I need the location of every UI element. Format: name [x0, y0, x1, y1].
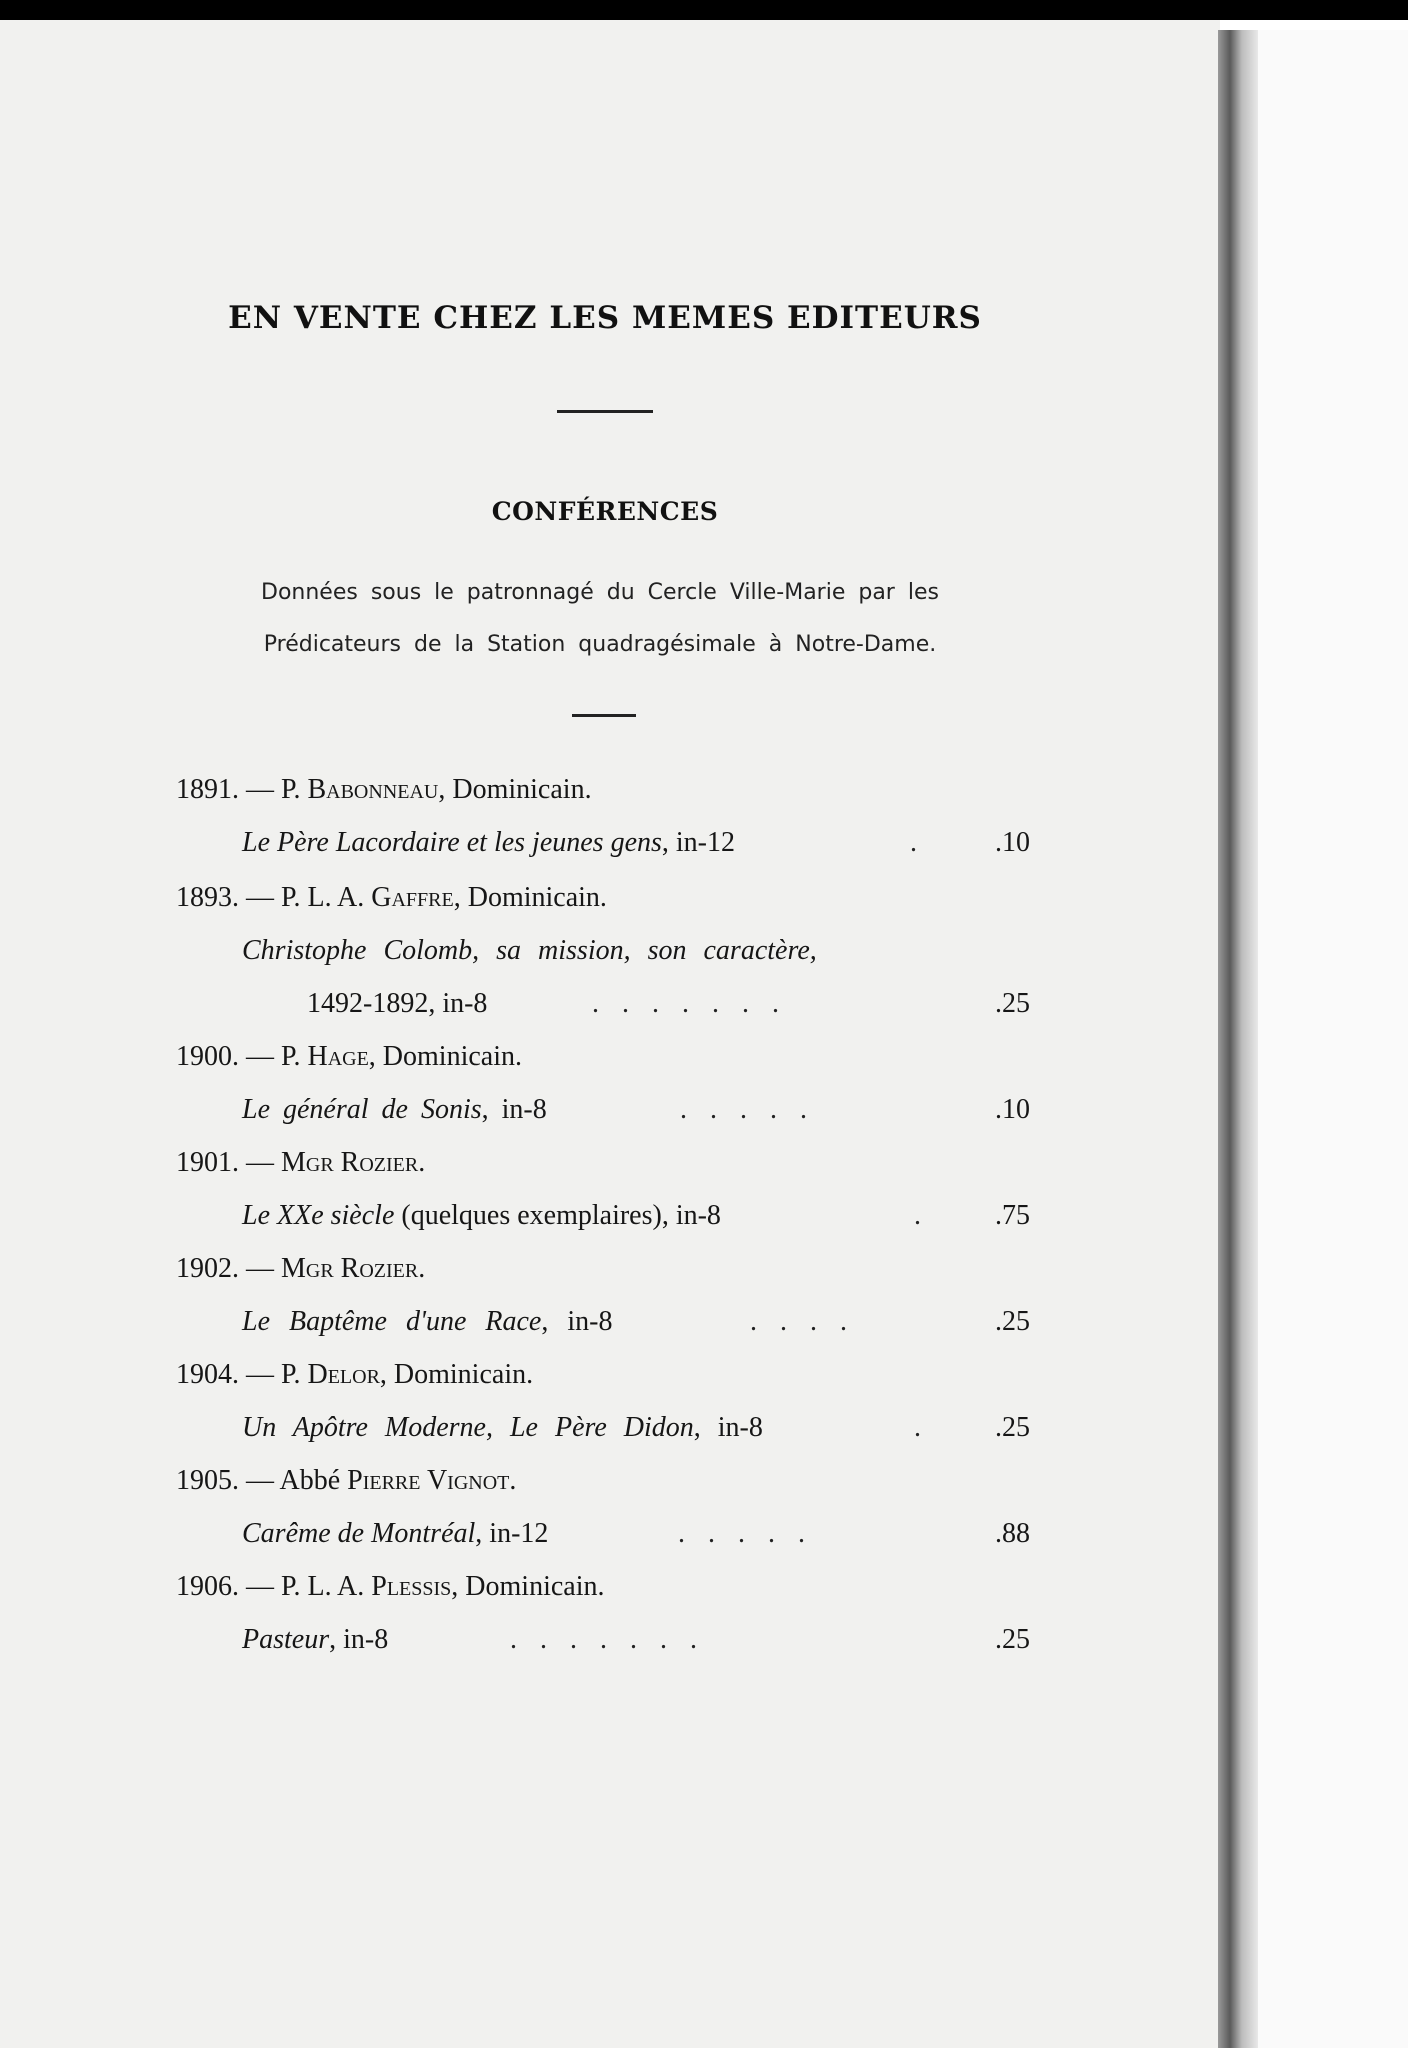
entry-order: , Dominicain. [453, 882, 607, 913]
entry-format: , in-8 [428, 988, 488, 1019]
page-heading: EN VENTE CHEZ LES MEMES EDITEURS [228, 300, 982, 336]
entry-year: 1891. [176, 774, 239, 805]
entry-title: Le général de Sonis [242, 1094, 482, 1125]
entry-year: 1901. [176, 1147, 239, 1178]
entry-dash: — [246, 882, 274, 913]
entry-format: , in-8 [541, 1306, 613, 1337]
entry-dash: — [246, 1253, 274, 1284]
entry-year: 1905. [176, 1465, 239, 1496]
entry-title-line [242, 1412, 763, 1444]
entry-title-line [242, 1306, 612, 1338]
entry-title: Christophe Colomb, sa mission, son caractère, [242, 935, 817, 966]
entry-price: .10 [995, 1094, 1030, 1125]
entry-title-cont: 1492-1892 [307, 988, 429, 1019]
entry-price: .25 [995, 988, 1030, 1019]
entry-price: .25 [995, 1412, 1030, 1443]
entry-dash: — [246, 1147, 274, 1178]
entry-header [176, 1041, 522, 1073]
entry-format: , in-12 [475, 1518, 549, 1549]
leader-dots: . [910, 827, 940, 858]
entry-header [176, 1359, 533, 1391]
entry-title-line [242, 1200, 721, 1232]
entry-author: P. L. A. Plessis [281, 1571, 452, 1602]
entry-order: , Dominicain. [379, 1359, 534, 1390]
entry-title-line [242, 827, 735, 859]
entry-title: Le XXe siècle [242, 1200, 395, 1231]
entry-header [176, 1253, 425, 1285]
entry-dash: — [246, 1465, 274, 1496]
entry-dash: — [246, 774, 274, 805]
entry-price: .25 [995, 1306, 1030, 1337]
description-line-1: Données sous le patronnagé du Cercle Ville-Marie par les [261, 580, 939, 605]
entry-price: .10 [995, 827, 1030, 858]
entry-format: , in-8 [693, 1412, 763, 1443]
entry-title: Le Père Lacordaire et les jeunes gens [242, 827, 662, 858]
entry-author: Pierre Vignot. [347, 1465, 517, 1496]
leader-dots: . [914, 1200, 944, 1231]
entry-price: .88 [995, 1518, 1030, 1549]
entry-year: 1902. [176, 1253, 239, 1284]
entry-header [176, 1571, 605, 1603]
entry-dash: — [246, 1571, 274, 1602]
entry-title: Carême de Montréal [242, 1518, 476, 1549]
entry-dash: — [246, 1359, 274, 1390]
entry-year: 1906. [176, 1571, 239, 1602]
leader-dots: .... [750, 1306, 870, 1337]
entry-format: , in-12 [661, 827, 736, 858]
entry-year: 1900. [176, 1041, 239, 1072]
entry-title-continuation [307, 988, 487, 1020]
entry-year: 1893. [176, 882, 239, 913]
entry-order: , Dominicain. [451, 1571, 605, 1602]
entry-format: , in-8 [481, 1094, 547, 1125]
heading-rule [557, 410, 653, 413]
page-edge [1218, 30, 1258, 2048]
entry-author: Mgr Rozier. [281, 1253, 426, 1284]
entry-author-prefix: Abbé [279, 1465, 348, 1496]
entry-title-line [242, 1094, 547, 1126]
leader-dots: ..... [678, 1518, 828, 1549]
entry-year: 1904. [176, 1359, 239, 1390]
entry-price: .25 [995, 1624, 1030, 1655]
entry-author: P. Babonneau [281, 774, 439, 805]
section-rule [572, 714, 636, 717]
entry-header [176, 1465, 516, 1497]
leader-dots: ....... [592, 988, 802, 1019]
leader-dots: . [914, 1412, 944, 1443]
entry-title-line [242, 1624, 388, 1656]
entry-author: P. L. A. Gaffre [281, 882, 454, 913]
entry-format: , in-8 [329, 1624, 389, 1655]
entry-header [176, 774, 592, 806]
entry-title: Un Apôtre Moderne, Le Père Didon [242, 1412, 694, 1443]
entry-order: , Dominicain. [438, 774, 592, 805]
description-line-2: Prédicateurs de la Station quadragésimale à Notre-Dame. [263, 632, 937, 657]
entry-title-line [242, 1518, 548, 1550]
entry-format: (quelques exemplaires), in-8 [394, 1200, 721, 1231]
entry-title: Pasteur [242, 1624, 330, 1655]
section-title: CONFÉRENCES [491, 497, 719, 526]
entry-author: P. Delor [281, 1359, 380, 1390]
leader-dots: ....... [510, 1624, 720, 1655]
leader-dots: ..... [680, 1094, 830, 1125]
entry-author: Mgr Rozier. [281, 1147, 426, 1178]
entry-header [176, 882, 607, 914]
entry-author: P. Hage [281, 1041, 369, 1072]
top-scan-border [0, 0, 1408, 20]
entry-header [176, 1147, 425, 1179]
entry-title-line [242, 935, 817, 967]
scan-margin [1258, 30, 1408, 2048]
entry-price: .75 [995, 1200, 1030, 1231]
entry-dash: — [246, 1041, 274, 1072]
entry-order: , Dominicain. [368, 1041, 522, 1072]
entry-title: Le Baptême d'une Race [242, 1306, 542, 1337]
